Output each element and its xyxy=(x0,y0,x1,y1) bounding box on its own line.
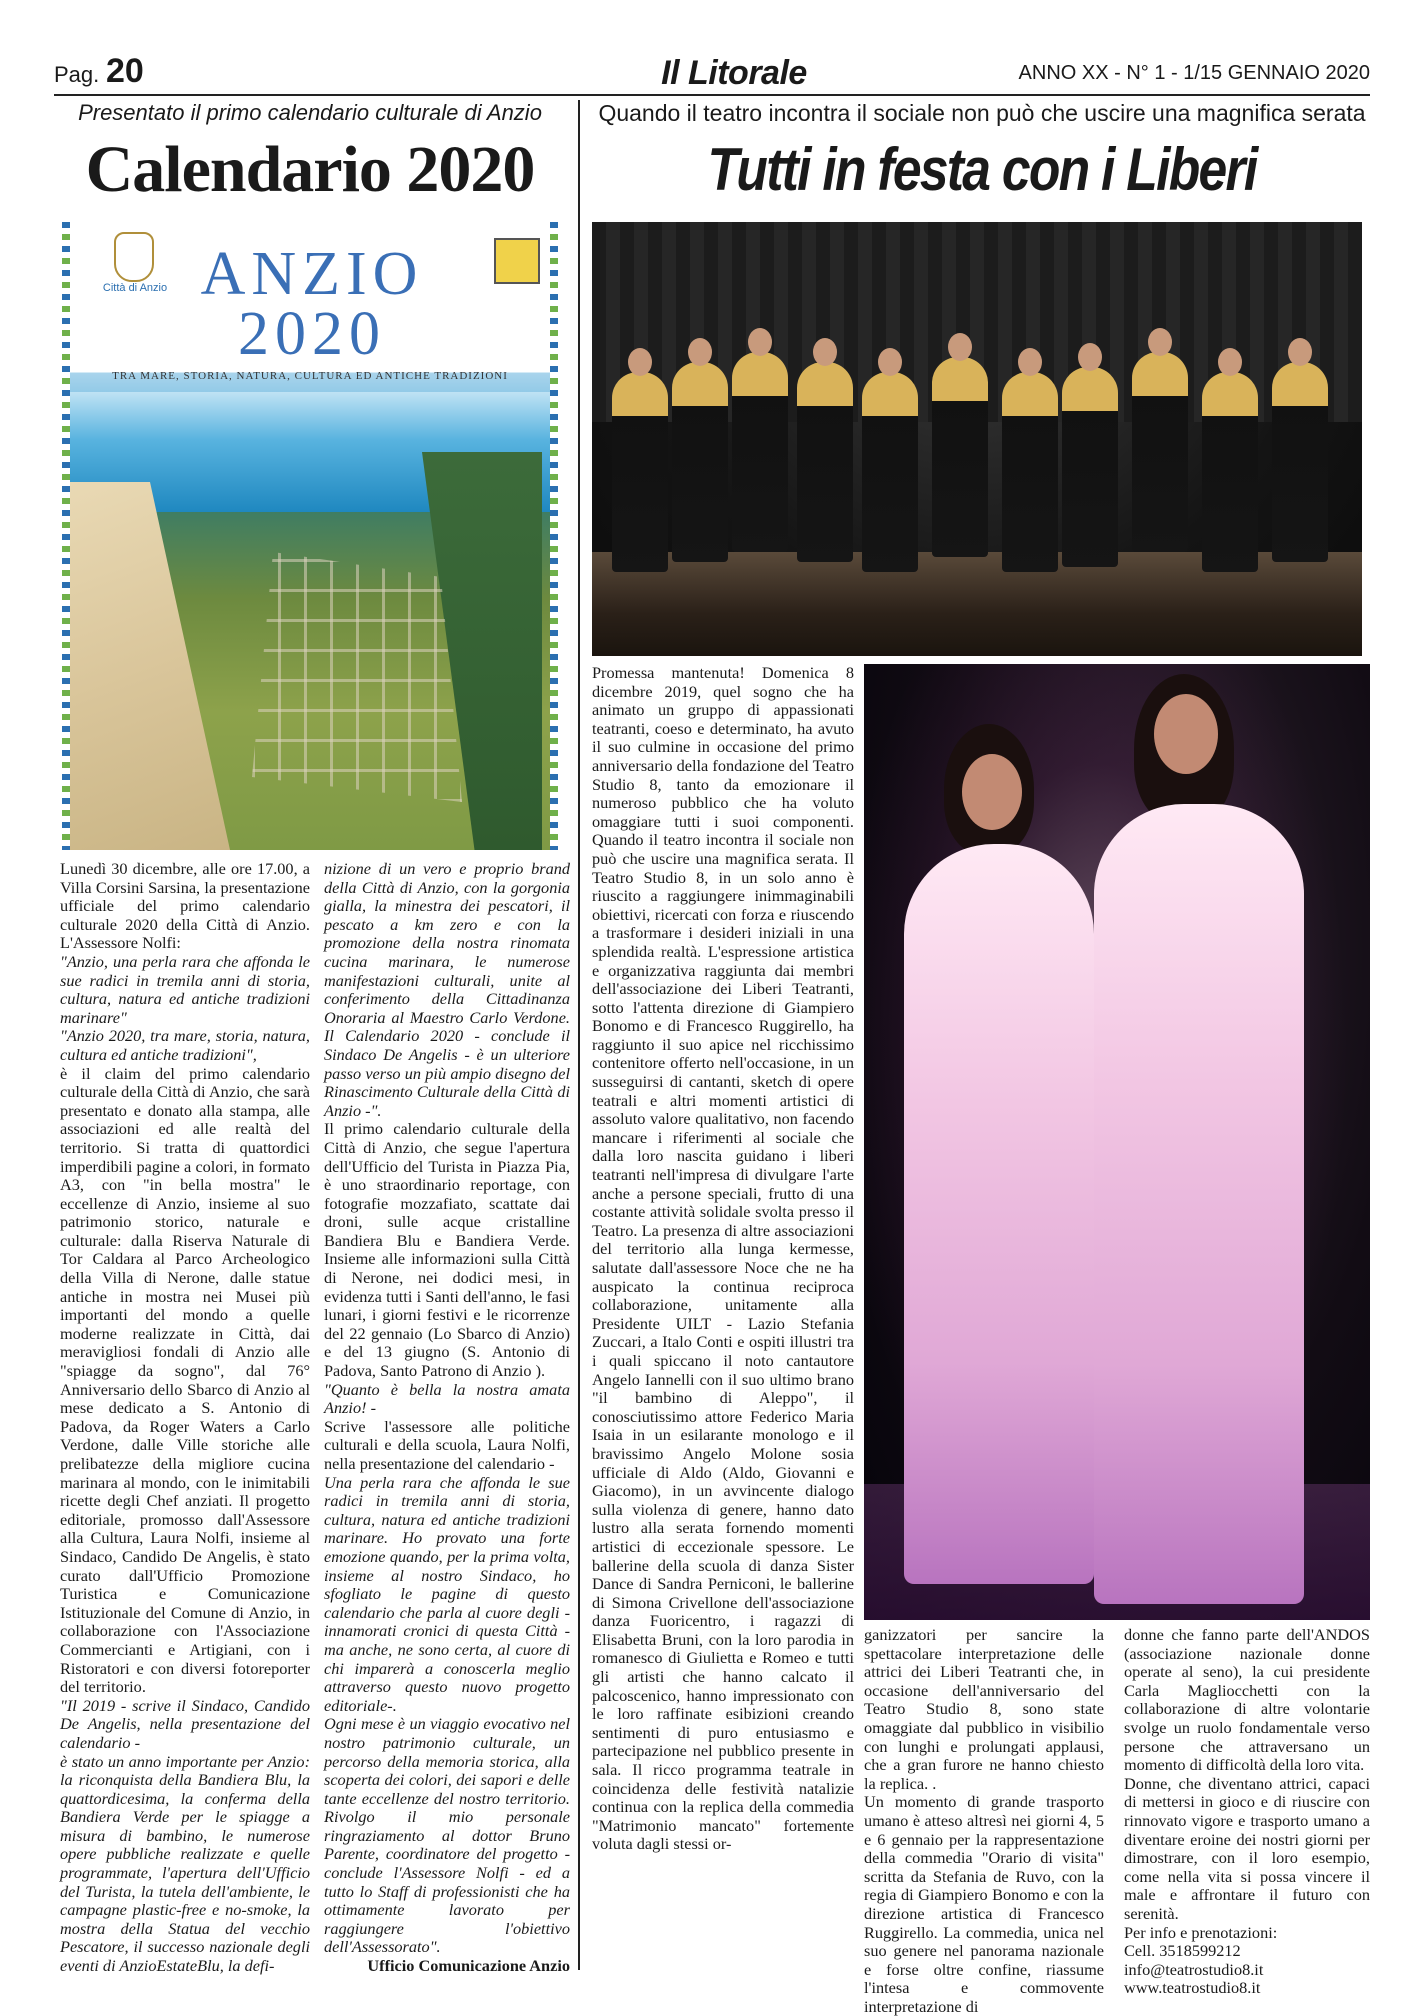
left-headline: Calendario 2020 xyxy=(85,133,535,206)
singer-figure xyxy=(1272,362,1328,562)
paragraph: Un momento di grande trasporto umano è atteso altresì nei giorni 4, 5 e 6 gennaio per la rappresentazione della commedia "Orario di visita" scritta da Stefania de Ruvo, con la regia di Giampiero Bonomo e con la direzione artistica di Francesco Ruggirello. La commedia, unica nel suo genere nel panorama nazionale e forse oltre confine, riassume l'intesa e commovente interpretazione di xyxy=(864,1792,1104,2016)
contact-email: info@teatrostudio8.it xyxy=(1124,1959,1264,1979)
choir-photo xyxy=(592,222,1362,656)
paragraph: Promessa mantenuta! Domenica 8 dicembre 2019, quel sogno che ha animato un gruppo di appassionati teatranti, coeso e determinato, ha avuto il suo culmine in occasione del primo anniversario della fondazione del Teatro Studio 8, tanto da emozionare il numeroso pubblico che ha voluto omaggiare tutti i suoi componenti. Quando il teatro incontra il sociale non può che uscire una magnifica serata. Il Teatro Studio 8, in un solo anno è riuscito a raggiungere inimmaginabili obiettivi, ricercati con forza e riuscendo a trasformare i desideri iniziali in una splendida realtà. L'espressione artistica e organizzativa raggiunta dai membri dell'associazione dei Liberi Teatranti, sotto l'attenta direzione di Giampiero Bonomo e di Francesco Ruggirello, ha raggiunto il suo apice nel ricchissimo contenitore offerto nell'occasione, in un susseguirsi di cantanti, sketch di opere teatrali e altri momenti artistici di assoluto valore qualitativo, non facendo mancare i riferimenti al sociale che dalla loro nascita guidano i liberi teatranti nell'impresa di divulgare l'arte anche a persone speciali, frutto di una costante attività solidale svolta presso il Teatro. La presenza di altre associazioni del territorio alla lunga kermesse, salutate dall'assessore Noce che ne ha auspicato la continua reciproca collaborazione, unitamente alla Presidente UILT - Lazio Stefania Zuccari, a Italo Conti e ospiti illustri tra i quali spiccano il noto cantautore Angelo Iannelli con il suo ultimo brano "il bambino di Aleppo", il conosciutissimo attore Federico Maria Isaia in un esilarante monologo e il bravissimo Angelo Molone sosia ufficiale di Aldo (Aldo, Giovanni e Giacomo), in un avvincente dialogo sulla violenza di genere, hanno dato lustro alla serata fornendo momenti artistici di eccezionale spessore. Le ballerine della scuola di danza Sister Dance di Sandra Perniconi, le ballerine di Simona Crivellone dell'associazione danza Fuoricentro, i ragazzi di Elisabetta Bruni, con la loro parodia in romanesco di Giulietta e Romeo e tutti gli artisti che hanno calcato il palcoscenico, hanno impressionato con le loro raffinate esibizioni creando sentimenti di puro entusiasmo e partecipazione nel pubblico presente in sala. Il ricco programma teatrale in coincidenza delle festività natalizie continua con la replica della commedia "Matrimonio mancato" fortemente voluta dagli stessi or- xyxy=(592,663,854,1854)
right-kicker: Quando il teatro incontra il sociale non può che uscire una magnifica serata xyxy=(598,100,1366,126)
singer-figure xyxy=(732,352,788,552)
quote: è stato un anno importante per Anzio: la riconquista della Bandiera Blu, la quattordicesima, la conferma della Bandiera Verde per le spiagge a misura di bambino, le numerose opere pubbliche realizzate e quelle programmate, l'apertura dell'Ufficio del Turista, la tutela dell'ambiente, le campagne plastic-free e no-smoke, la mostra della Statua del vecchio Pescatore, il successo nazionale degli eventi di AnzioEstateBlu, la defi- xyxy=(60,1751,310,1976)
quote: "Quanto è bella la nostra amata Anzio! - xyxy=(324,1379,570,1418)
poster-border-left xyxy=(62,222,70,850)
singer-figure xyxy=(797,362,853,562)
paragraph: donne che fanno parte dell'ANDOS (associazione nazionale donne operate al seno), la cui presidente Carla Magliocchetti con la collaborazione di altre volontarie svolge un ruolo fondamentale verso persone che attraversano un momento di difficoltà della loro vita. xyxy=(1124,1625,1370,1775)
paragraph: è il claim del primo calendario culturale della Città di Anzio, che sarà presentato e donato alla stampa, alle associazioni ed alle realtà del territorio. Si tratta di quattordici imperdibili pagine a colori, in formato A3, con "in bella mostra" le eccellenze di Anzio, insieme al suo patrimonio storico, naturale e culturale: dalla Riserva Naturale di Tor Caldara al Parco Archeologico della Villa di Nerone, dalle statue antiche in mostra nei Musei più importanti del mondo a quelle moderne realizzate in Città, dai meravigliosi fondali di Anzio alle "spiagge da sogno", dal 76° Anniversario dello Sbarco di Anzio al mese dedicato a S. Antonio di Padova, da Roger Waters a Carlo Verdone, dalle Ville storiche alle prelibatezze della migliore cucina marinara al mondo, con le inimitabili ricette degli Chef anziati. Il progetto editoriale, promosso dall'Assessore alla Cultura, Laura Nolfi, insieme al Sindaco, Candido De Angelis, è stato curato dall'Ufficio Promozione Turistica e Comunicazione Istituzionale del Comune di Anzio, in collaborazione con l'Associazione Commercianti e Artigiani, con i Ristoratori e con diversi fotoreporter del territorio. xyxy=(60,1063,310,1697)
column-divider xyxy=(578,100,580,1970)
contact-website: www.teatrostudio8.it xyxy=(1124,1978,1261,1998)
paragraph: ganizzatori per sancire la spettacolare interpretazione delle attrici dei Liberi Teatranti che, in occasione dell'anniversario del Teatro Studio 8, sono state omaggiate dal pubblico in visibilio con lunghi e prolungati applausi, che a gran furore ne hanno chiesto la replica. . xyxy=(864,1625,1104,1793)
quote: "Anzio 2020, tra mare, storia, natura, cultura ed antiche tradizioni", xyxy=(60,1026,310,1064)
singer-figure xyxy=(1202,372,1258,572)
contact-heading: Per info e prenotazioni: xyxy=(1124,1922,1278,1942)
paper-name: Il Litorale xyxy=(661,54,807,92)
quote: "Anzio, una perla rara che affonda le sue radici in tremila anni di storia, cultura, natura ed antiche tradizioni marinare" xyxy=(60,951,310,1027)
paragraph: Lunedì 30 dicembre, alle ore 17.00, a Villa Corsini Sarsina, la presentazione ufficiale del primo calendario culturale 2020 della Città di Anzio. L'Assessore Nolfi: xyxy=(60,859,310,953)
duo-singers-photo xyxy=(864,664,1370,1620)
singer-figure xyxy=(932,357,988,557)
singer-figure xyxy=(672,362,728,562)
quote: Ogni mese è un viaggio evocativo nel nostro patrimonio culturale, un percorso della memoria storica, alla scoperta dei colori, dei sapori e delle tante eccellenze del nostro territorio. Rivolgo il mio personale ringraziamento al dottor Bruno Parente, coordinatore del progetto - conclude l'Assessore Nolfi - ed a tutto lo Staff di professionisti che ha ottimamente lavorato per raggiungere l'obiettivo dell'Assessorato". xyxy=(324,1714,570,1957)
singer-figure xyxy=(1002,372,1058,572)
page-label: Pag. xyxy=(54,62,100,87)
paragraph: Donne, che diventano attrici, capaci di mettersi in gioco e di riuscire con rinnovato vigore e trasporto umano a diventare eroine dei nostri giorni per dimostrare, con il loro esempio, come nella vita si possa vincere il male e affrontare il futuro con serenità. xyxy=(1124,1773,1370,1923)
article-signature: Ufficio Comunicazione Anzio xyxy=(367,1956,570,1976)
right-article-column-1 xyxy=(592,664,854,1970)
quote: nizione di un vero e proprio brand della Città di Anzio, con la gorgonia gialla, la minestra dei pescatori, il pescato a km zero e con la promozione della nostra rinomata cucina marinara, le numerose manifestazioni culturali, unite al conferimento della Cittadinanza Onoraria al Maestro Carlo Verdone. Il Calendario 2020 - conclude il Sindaco De Angelis - è un ulteriore passo verso un più ampio disegno del Rinascimento Culturale della Città di Anzio -". xyxy=(324,859,570,1120)
paragraph: Il primo calendario culturale della Città di Anzio, che segue l'apertura dell'Ufficio del Turista in Piazza Pia, è uno straordinario reportage, con fotografie mozzafiato, scattate dai droni, sulle acque cristalline Bandiera Blu e Bandiera Verde. Insieme alle informazioni sulla Città di Nerone, nei dodici mesi, in evidenza tutti i Santi dell'anno, le fasi lunari, i giorni festivi e le ricorrenze del 22 gennaio (Lo Sbarco di Anzio) e del 13 giugno (S. Antonio di Padova, Santo Patrono di Anzio ). xyxy=(324,1119,570,1381)
issue-info: ANNO XX - N° 1 - 1/15 GENNAIO 2020 xyxy=(1018,62,1370,84)
quote: "Il 2019 - scrive il Sindaco, Candido De Angelis, nella presentazione del calendario - xyxy=(60,1695,310,1752)
poster-year: 2020 xyxy=(238,300,386,368)
poster-city-name: Città di Anzio xyxy=(102,282,168,294)
sponsor-logo-icon xyxy=(494,238,540,284)
singer-head xyxy=(1154,694,1218,774)
poster-border-right xyxy=(550,222,558,850)
contact-phone: Cell. 3518599212 xyxy=(1124,1941,1241,1961)
calendar-poster-image xyxy=(62,222,558,850)
singer-figure xyxy=(1062,367,1118,567)
right-article-column-2 xyxy=(864,1625,1104,2016)
poster-title: ANZIO xyxy=(200,240,424,308)
right-article-column-3 xyxy=(1124,1625,1370,1998)
singer-head xyxy=(962,754,1022,830)
right-headline: Tutti in festa con i Liberi xyxy=(707,136,1257,203)
paragraph: Scrive l'assessore alle politiche culturali e della scuola, Laura Nolfi, nella presentazione del calendario - xyxy=(324,1416,570,1473)
singer-figure xyxy=(862,372,918,572)
singer-figure xyxy=(1132,352,1188,552)
poster-beach xyxy=(70,482,270,850)
left-article-column-1 xyxy=(60,859,310,1976)
page-number: 20 xyxy=(106,52,144,90)
poster-tagline: TRA MARE, STORIA, NATURA, CULTURA ED ANTICHE TRADIZIONI xyxy=(112,370,508,382)
singer-dress xyxy=(1094,804,1304,1604)
left-article-column-2 xyxy=(324,859,570,1976)
quote: Una perla rara che affonda le sue radici in tremila anni di storia, cultura, natura ed antiche tradizioni marinare. Ho provato una forte emozione quando, per la prima volta, insieme al nostro Sindaco, ho sfogliato le pagine di questo calendario che parla al cuore degli - innamorati cronici di questa Città - ma anche, ne sono certa, al cuore di chi imparerà a conoscerla meglio attraverso questo nuovo progetto editoriale-. xyxy=(324,1472,570,1715)
singer-dress xyxy=(904,844,1094,1584)
masthead xyxy=(54,52,1370,96)
left-kicker: Presentato il primo calendario culturale di Anzio xyxy=(78,100,542,125)
singer-figure xyxy=(612,372,668,572)
poster-ruins xyxy=(252,552,462,802)
